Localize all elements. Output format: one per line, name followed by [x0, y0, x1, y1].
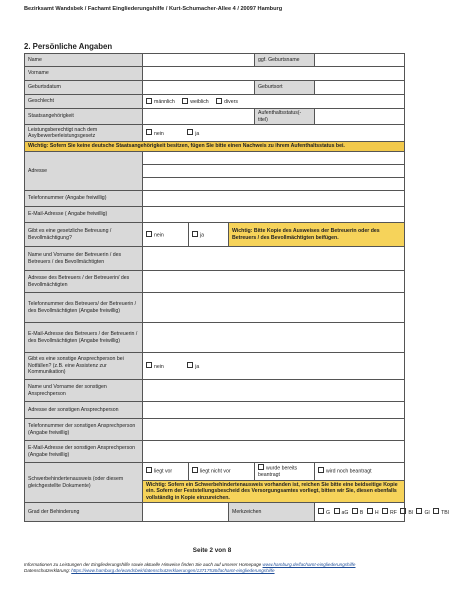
checkbox-icon	[216, 98, 222, 104]
phone-field[interactable]	[143, 191, 405, 207]
nationality-field[interactable]	[143, 109, 255, 125]
guardian-option-no[interactable]: nein	[143, 223, 189, 247]
legal-guardian-label: Gibt es eine gesetzliche Betreuung / Bevollmächtigung?	[25, 223, 143, 247]
other-contact-option-yes[interactable]: ja	[187, 364, 199, 370]
disability-note: Wichtig: Sofern ein Schwerbehindertenausweis vorhanden ist, reichen Sie bitte eine beidseitige Kopie ein. Sofern der Feststellungsbescheid des Versorgungsamtes vorliegt, bitten wir Sie, diesen ebenfalls vollständig in Kopie einzureichen.	[143, 480, 405, 503]
mark-option-h[interactable]: H	[367, 510, 379, 516]
checkbox-icon	[187, 362, 193, 368]
other-address-label: Adresse der sonstigen Ansprechperson	[25, 402, 143, 419]
mark-option-bl[interactable]: Bl	[400, 510, 413, 516]
asylum-benefits-label: Leistungsberechtigt nach dem Asylbewerberleistungsgesetz	[25, 125, 143, 142]
guardian-name-label: Name und Vorname der Betreuerin / des Betreuers / des Bevollmächtigten	[25, 247, 143, 271]
birth-date-label: Geburtsdatum	[25, 81, 143, 95]
guardian-option-yes[interactable]: ja	[189, 223, 229, 247]
address-line-2[interactable]	[143, 165, 405, 178]
address-label: Adresse	[25, 152, 143, 191]
nationality-label: Staatsangehörigkeit	[25, 109, 143, 125]
marks-options	[315, 503, 449, 522]
checkbox-icon	[146, 98, 152, 104]
name-label: Name	[25, 54, 143, 67]
guardian-address-label: Adresse des Betreuers / der Betreuerin/ des Bevollmächtigten	[25, 271, 143, 293]
mark-option-rf[interactable]: RF	[382, 510, 397, 516]
birth-name-label: ggf. Geburtsname	[255, 54, 315, 67]
address-line-3[interactable]	[143, 178, 405, 191]
asylum-option-no[interactable]: nein	[146, 131, 164, 137]
other-contact-label: Gibt es eine sonstige Ansprechperson bei Notfällen? (z.B. eine Assistenz zur Kommunikation)	[25, 353, 143, 380]
guardian-phone-field[interactable]	[143, 293, 405, 323]
other-email-field[interactable]	[143, 441, 405, 463]
marks-label: Merkzeichen	[229, 503, 315, 522]
footer-privacy-line	[24, 568, 355, 574]
footer	[24, 562, 355, 575]
guardian-email-label: E-Mail-Adresse des Betreuers / der Betreuerin / des Bevollmächtigten (Angabe freiwillig)	[25, 323, 143, 353]
other-address-field[interactable]	[143, 402, 405, 419]
checkbox-icon	[146, 467, 152, 473]
checkbox-icon	[182, 98, 188, 104]
other-name-field[interactable]	[143, 380, 405, 402]
section-title: 2. Persönliche Angaben	[24, 42, 113, 51]
checkbox-icon	[318, 508, 324, 514]
guardian-phone-label: Telefonnummer des Betreuers/ der Betreuerin / des Bevollmächtigten (Angabe freiwillig)	[25, 293, 143, 323]
checkbox-icon	[400, 508, 406, 514]
mark-option-ag[interactable]: aG	[334, 510, 349, 516]
birth-place-field[interactable]	[315, 81, 405, 95]
birth-place-label: Geburtsort	[255, 81, 315, 95]
birth-name-field[interactable]	[315, 54, 405, 67]
other-email-label: E-Mail-Adresse der sonstigen Ansprechperson (Angabe freiwillig)	[25, 441, 143, 463]
checkbox-icon	[382, 508, 388, 514]
checkbox-icon	[146, 231, 152, 237]
guardian-email-field[interactable]	[143, 323, 405, 353]
checkbox-icon	[416, 508, 422, 514]
email-label: E-Mail-Adresse ( Angabe freiwillig)	[25, 207, 143, 223]
card-option-not-available[interactable]: liegt nicht vor	[189, 463, 255, 481]
checkbox-icon	[187, 129, 193, 135]
first-name-label: Vorname	[25, 67, 143, 81]
mark-option-g[interactable]: G	[318, 510, 330, 516]
other-contact-options	[143, 353, 405, 380]
nationality-note: Wichtig: Sofern Sie keine deutsche Staatsangehörigkeit besitzen, fügen Sie bitte einen Nachweis zu ihrem Aufenthaltsstatus bei.	[25, 142, 405, 152]
guardian-address-field[interactable]	[143, 271, 405, 293]
gender-option-diverse[interactable]: divers	[216, 99, 238, 105]
other-phone-label: Telefonnummer der sonstigen Ansprechperson (Angabe freiwillig)	[25, 419, 143, 441]
other-phone-field[interactable]	[143, 419, 405, 441]
other-name-label: Name und Vorname der sonstigen Ansprechperson	[25, 380, 143, 402]
gender-option-male[interactable]: männlich	[146, 99, 175, 105]
privacy-link[interactable]: https://www.hamburg.de/wandsbek/datenschutzerklaerungen/13717536/fachamt-eingliederungshilfe	[71, 568, 275, 574]
phone-label: Telefonnummer (Angabe freiwillig)	[25, 191, 143, 207]
checkbox-icon	[334, 508, 340, 514]
checkbox-icon	[367, 508, 373, 514]
mark-option-b[interactable]: B	[352, 510, 363, 516]
asylum-benefits-options	[143, 125, 405, 142]
disability-degree-label: Grad der Behinderung	[25, 503, 143, 522]
card-option-available[interactable]: liegt vor	[143, 463, 189, 481]
gender-label: Geschlecht	[25, 95, 143, 109]
address-line-1[interactable]	[143, 152, 405, 165]
footer-info-text: Informationen zu Leistungen der Eingliederungshilfe sowie aktuelle Hinweise finden Sie auch auf unserer Homepage	[24, 562, 262, 567]
checkbox-icon	[146, 362, 152, 368]
mark-option-tbl[interactable]: TBl	[433, 510, 449, 516]
checkbox-icon	[192, 467, 198, 473]
card-option-will-apply[interactable]: wird noch beantragt	[315, 463, 405, 481]
checkbox-icon	[192, 231, 198, 237]
other-contact-option-no[interactable]: nein	[146, 364, 164, 370]
checkbox-icon	[258, 464, 264, 470]
name-field[interactable]	[143, 54, 255, 67]
checkbox-icon	[433, 508, 439, 514]
birth-date-field[interactable]	[143, 81, 255, 95]
residence-status-field[interactable]	[315, 109, 405, 125]
guardian-name-field[interactable]	[143, 247, 405, 271]
page-number: Seite 2 von 8	[192, 547, 232, 554]
mark-option-gl[interactable]: Gl	[416, 510, 429, 516]
gender-options	[143, 95, 405, 109]
asylum-option-yes[interactable]: ja	[187, 131, 199, 137]
checkbox-icon	[318, 467, 324, 473]
residence-status-label: Aufenthaltsstatus(-titel)	[255, 109, 315, 125]
gender-option-female[interactable]: weiblich	[182, 99, 208, 105]
office-address-header: Bezirksamt Wandsbek / Fachamt Eingliederungshilfe / Kurt-Schumacher-Allee 4 / 20097 Hamburg	[24, 6, 283, 12]
email-field[interactable]	[143, 207, 405, 223]
first-name-field[interactable]	[143, 67, 405, 81]
checkbox-icon	[146, 129, 152, 135]
card-option-applied[interactable]: wurde bereits beantragt	[255, 463, 315, 481]
disability-degree-field[interactable]	[143, 503, 229, 522]
guardian-note: Wichtig: Bitte Kopie des Ausweises der Betreuerin oder des Betreuers / des Bevollmächtigten beifügen.	[229, 223, 405, 247]
checkbox-icon	[352, 508, 358, 514]
footer-privacy-text: Datenschutzerklärung:	[24, 568, 70, 574]
homepage-link[interactable]: www.hamburg.de/fachamt-eingliederungshilfe	[262, 562, 356, 567]
disability-card-label: Schwerbehindertenausweis (oder diesem gleichgestellte Dokumente)	[25, 463, 143, 503]
personal-data-form	[24, 53, 449, 522]
